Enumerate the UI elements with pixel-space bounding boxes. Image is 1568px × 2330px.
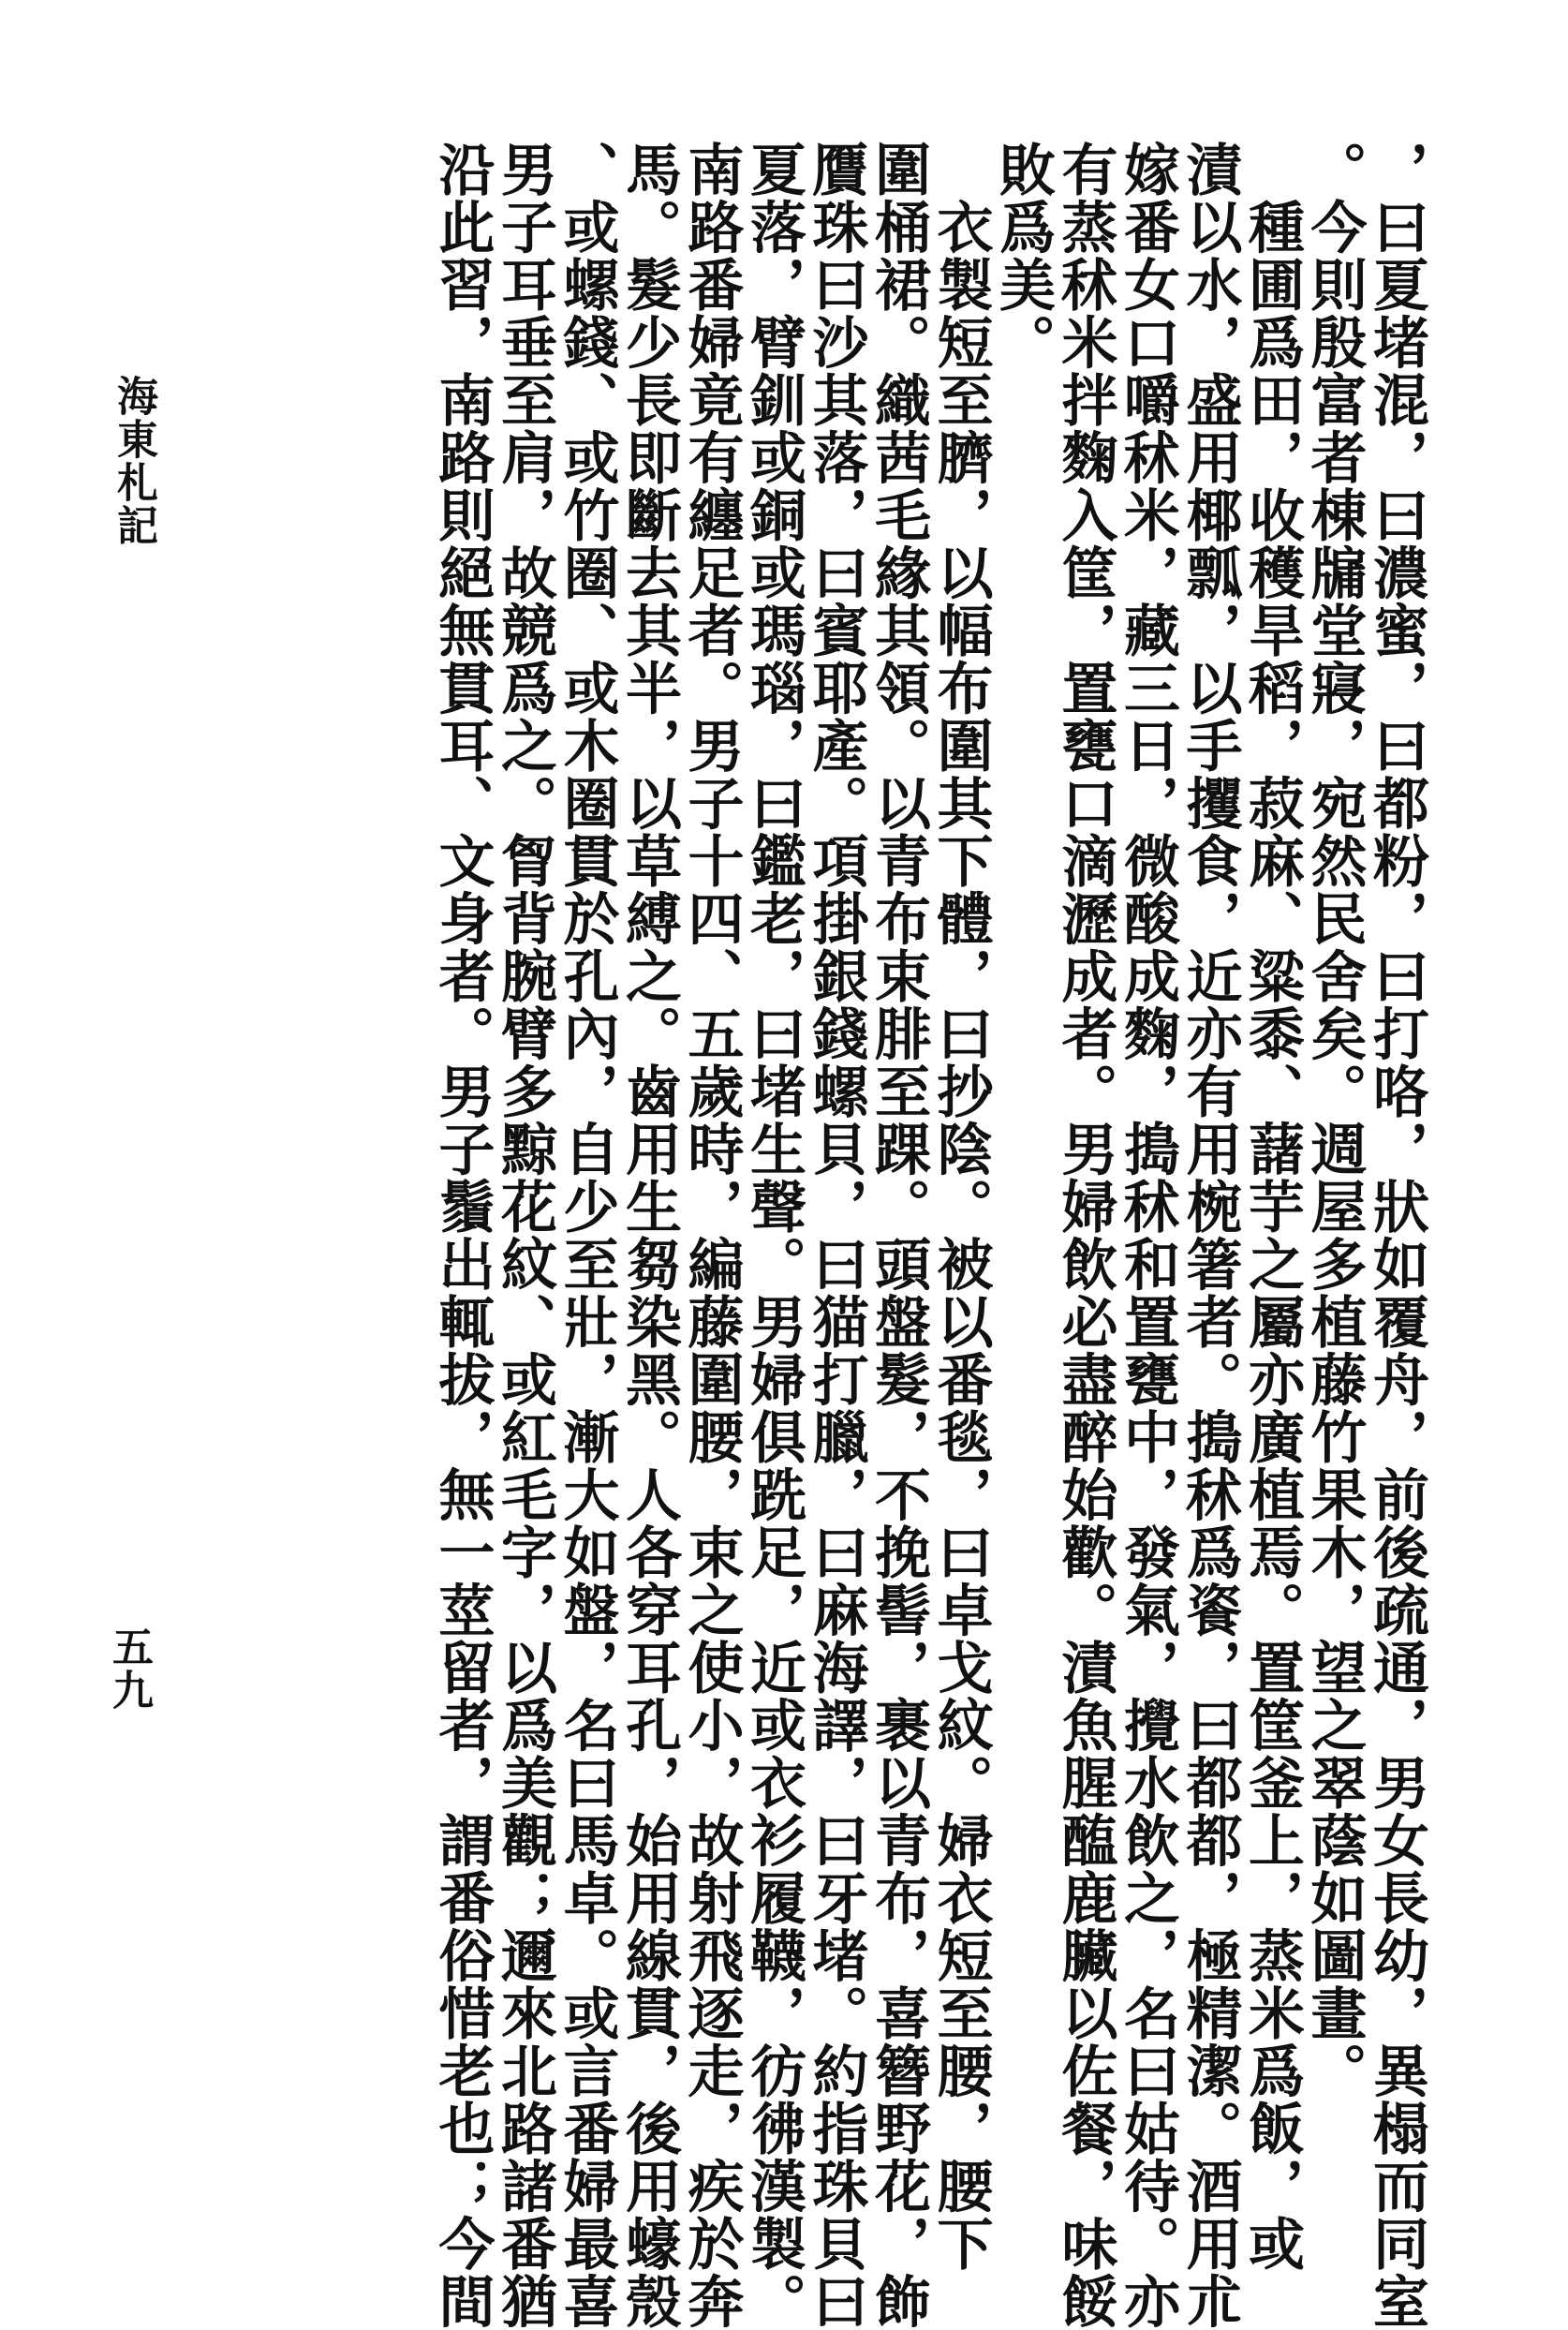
body-text bbox=[429, 141, 1429, 2330]
text-line: 、或螺錢、或竹圈、或木圈貫於孔內，自少至壯，漸大如盤，名曰馬卓。或言番婦最喜 bbox=[554, 141, 620, 2330]
text-line: 南路番婦竟有纏足者。男子十四、五歲時，編藤圍腰，束之使小，故射飛逐走，疾於奔 bbox=[678, 141, 745, 2330]
text-line: 嫁番女口嚼秫米，藏三日，微酸成麴，搗秫和置甕中，發氣，攪水飲之，名曰姑待。亦 bbox=[1115, 141, 1180, 2330]
text-line: ，曰夏堵混，曰濃蜜，曰都粉，曰打咯，狀如覆舟，前後疏通，男女長幼，異榻而同室 bbox=[1364, 141, 1429, 2330]
text-line: 圍桶裙。織茜毛緣其領。以青布束腓至踝。頭盤髮，不挽髻，裹以青布，喜簪野花，飾 bbox=[865, 141, 931, 2330]
running-header-title: 海東札記 bbox=[110, 375, 157, 547]
text-line: 夏落，臂釧或銅或瑪瑙，曰鑑老，曰堵生聲。男婦俱跣足，近或衣衫履韈，彷彿漢製。 bbox=[741, 141, 806, 2330]
text-line: 有蒸秫米拌麴入筐，置甕口滴瀝成者。男婦飲必盡醉始歡。漬魚腥醢鹿臟以佐餐，味餒 bbox=[1052, 141, 1118, 2330]
text-line: 漬以水，盛用椰瓢，以手攫食，近亦有用椀箸者。搗秫爲餈，曰都都，極精潔。酒用朮 bbox=[1176, 141, 1243, 2330]
text-line: 敗爲美。 bbox=[990, 141, 1056, 371]
text-line: 馬。髮少長即斷去其半，以草縛之。齒用生芻染黑。人各穿耳孔，始用線貫，後用蠔殼 bbox=[616, 141, 682, 2330]
page-number: 五九 bbox=[105, 1625, 153, 1712]
text-line: 衣製短至臍，以幅布圍其下體，曰抄陰。被以番毯，曰卓戈紋。婦衣短至腰，腰下 bbox=[927, 141, 994, 2273]
text-line: 種圃爲田，收穫旱稻，菽麻、粱黍、藷芋之屬亦廣植焉。置筐釜上，蒸米爲飯，或 bbox=[1239, 141, 1305, 2273]
text-line: 沿此習，南路則絕無貫耳、文身者。男子鬚出輒拔，無一莖留者，謂番俗惜老也；今間 bbox=[429, 141, 496, 2330]
text-line: 。今則殷富者棟牖堂寢，宛然民舍矣。週屋多植藤竹果木，望之翠蔭如圖畫。 bbox=[1301, 141, 1368, 2100]
text-line: 贋珠曰沙其落，曰賓耶產。項掛銀錢螺貝，曰猫打臘，曰麻海譯，曰牙堵。約指珠貝曰 bbox=[803, 141, 869, 2330]
text-line: 男子耳垂至肩，故競爲之。胷背腕臂多黥花紋、或紅毛字，以爲美觀；邇來北路諸番猶 bbox=[492, 141, 557, 2330]
